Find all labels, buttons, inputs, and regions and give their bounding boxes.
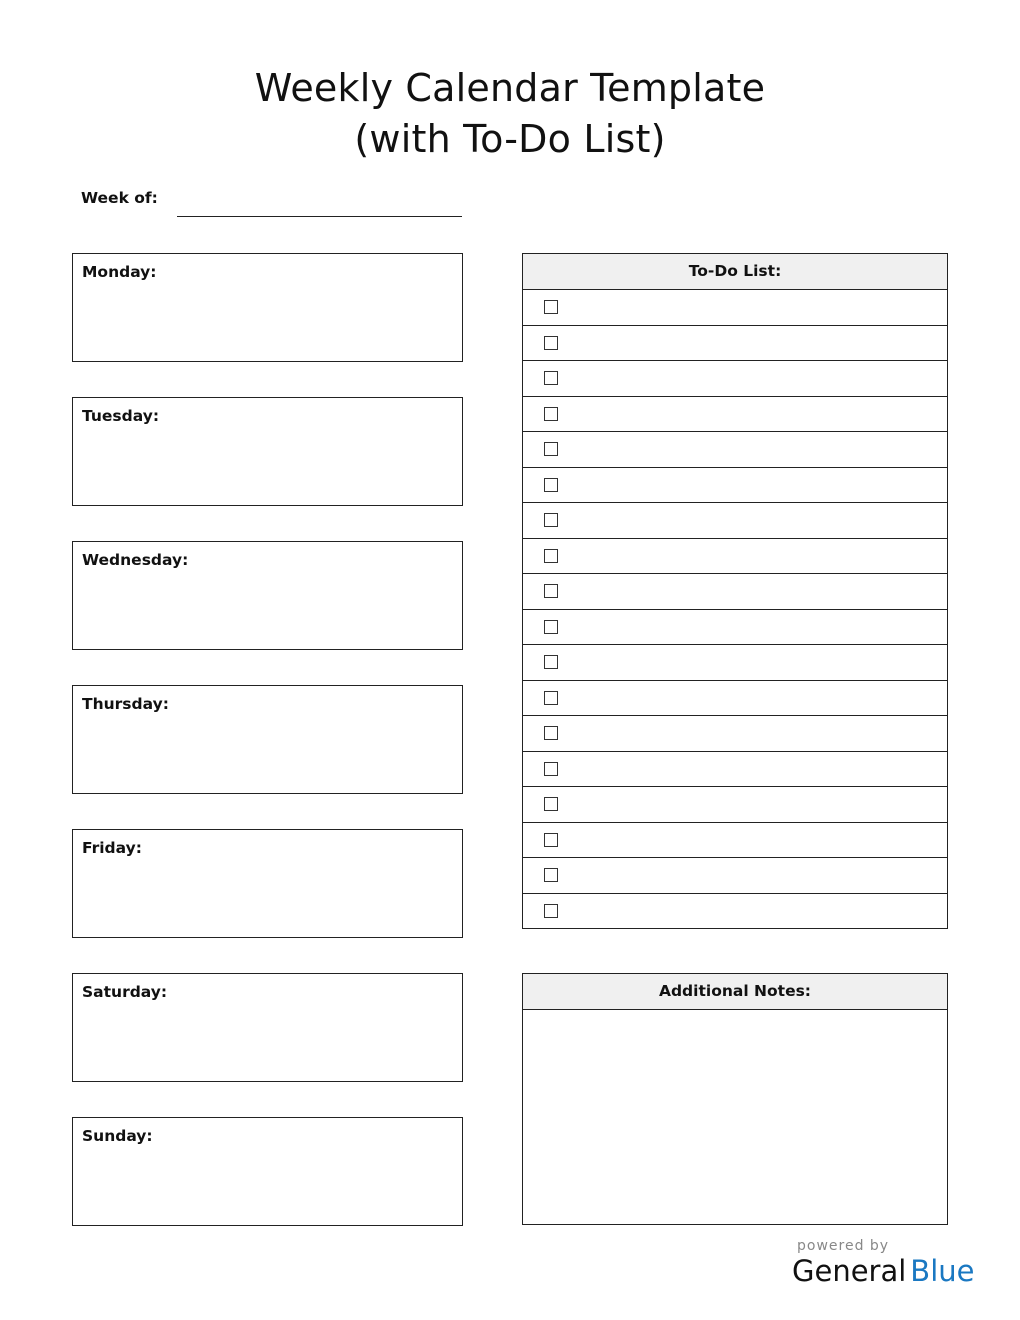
day-box-saturday[interactable]	[72, 973, 463, 1082]
day-label: Thursday:	[82, 695, 169, 713]
todo-row[interactable]	[523, 539, 947, 575]
todo-row[interactable]	[523, 361, 947, 397]
checkbox-icon[interactable]	[544, 371, 558, 385]
checkbox-icon[interactable]	[544, 833, 558, 847]
todo-row[interactable]	[523, 397, 947, 433]
notes-header: Additional Notes:	[523, 974, 947, 1010]
checkbox-icon[interactable]	[544, 620, 558, 634]
week-of-label: Week of:	[81, 189, 158, 207]
week-of-field[interactable]	[177, 216, 462, 217]
page-subtitle: (with To-Do List)	[354, 117, 666, 161]
todo-row[interactable]	[523, 610, 947, 646]
checkbox-icon[interactable]	[544, 407, 558, 421]
powered-by-label: powered by	[797, 1238, 890, 1254]
checkbox-icon[interactable]	[544, 655, 558, 669]
day-box-sunday[interactable]	[72, 1117, 463, 1226]
day-box-thursday[interactable]	[72, 685, 463, 794]
todo-row[interactable]	[523, 787, 947, 823]
checkbox-icon[interactable]	[544, 300, 558, 314]
todo-header: To-Do List:	[523, 254, 947, 290]
checkbox-icon[interactable]	[544, 904, 558, 918]
todo-row[interactable]	[523, 823, 947, 859]
todo-row[interactable]	[523, 716, 947, 752]
todo-row[interactable]	[523, 326, 947, 362]
day-label: Sunday:	[82, 1127, 153, 1145]
brand-name-blue: Blue	[910, 1254, 975, 1288]
checkbox-icon[interactable]	[544, 513, 558, 527]
todo-row[interactable]	[523, 574, 947, 610]
checkbox-icon[interactable]	[544, 691, 558, 705]
todo-row[interactable]	[523, 503, 947, 539]
todo-row[interactable]	[523, 645, 947, 681]
checkbox-icon[interactable]	[544, 762, 558, 776]
page-title: Weekly Calendar Template	[254, 66, 766, 110]
day-box-monday[interactable]	[72, 253, 463, 362]
checkbox-icon[interactable]	[544, 549, 558, 563]
todo-row[interactable]	[523, 432, 947, 468]
day-label: Wednesday:	[82, 551, 189, 569]
additional-notes[interactable]	[522, 973, 948, 1225]
day-label: Monday:	[82, 263, 157, 281]
checkbox-icon[interactable]	[544, 442, 558, 456]
todo-rows	[523, 290, 947, 928]
checkbox-icon[interactable]	[544, 726, 558, 740]
todo-row[interactable]	[523, 468, 947, 504]
todo-row[interactable]	[523, 681, 947, 717]
brand-logo	[792, 1254, 974, 1288]
todo-row[interactable]	[523, 894, 947, 929]
todo-list	[522, 253, 948, 929]
brand-name-general: General	[792, 1254, 907, 1288]
day-box-friday[interactable]	[72, 829, 463, 938]
todo-row[interactable]	[523, 752, 947, 788]
day-label: Friday:	[82, 839, 142, 857]
checkbox-icon[interactable]	[544, 478, 558, 492]
day-box-wednesday[interactable]	[72, 541, 463, 650]
todo-row[interactable]	[523, 858, 947, 894]
checkbox-icon[interactable]	[544, 868, 558, 882]
day-label: Saturday:	[82, 983, 168, 1001]
day-label: Tuesday:	[82, 407, 160, 425]
checkbox-icon[interactable]	[544, 797, 558, 811]
todo-row[interactable]	[523, 290, 947, 326]
day-box-tuesday[interactable]	[72, 397, 463, 506]
checkbox-icon[interactable]	[544, 336, 558, 350]
checkbox-icon[interactable]	[544, 584, 558, 598]
